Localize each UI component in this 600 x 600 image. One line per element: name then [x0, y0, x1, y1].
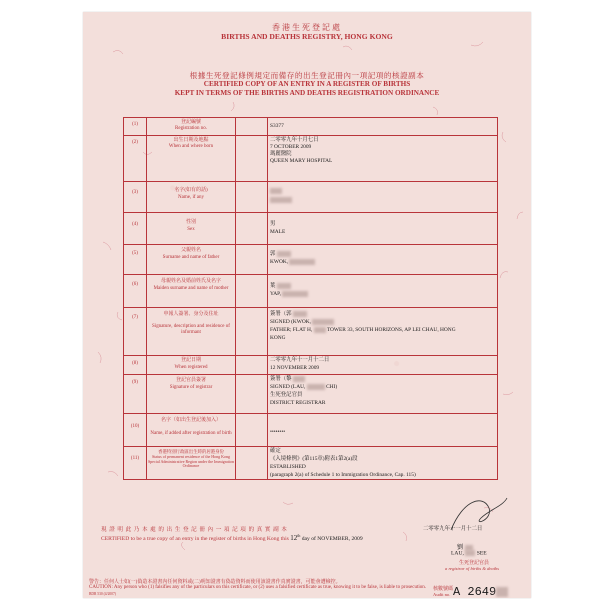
residence-status-zh: 確定 — [270, 448, 281, 454]
row-label-en: Signature, description and residence of informant — [152, 324, 230, 335]
row-label-en: Sex — [187, 227, 195, 232]
informant-signature-zh: 簽署（郭 — [270, 311, 307, 318]
registry-title-en: BIRTHS AND DEATHS REGISTRY, HONG KONG — [221, 32, 393, 41]
row-label-en: Maiden surname and name of mother — [153, 286, 229, 291]
row-divider — [124, 244, 497, 245]
row-label-en: Signature of registrar — [169, 385, 213, 390]
mother-name-zh: 葉 — [270, 283, 291, 290]
row-divider — [124, 181, 497, 182]
warning-zh: 警告：任何人士如(一)偽造本證書內任何資料或(二)明知證書有偽造資料而使用該證書作真實證書，可能會遭檢控。 — [89, 580, 341, 585]
row-number: (5) — [132, 251, 138, 256]
entry-table — [123, 117, 498, 480]
certificate-title-en-2: KEPT IN TERMS OF THE BIRTHS AND DEATHS REGISTRATION ORDINANCE — [174, 89, 440, 97]
redacted-name — [270, 188, 282, 195]
registration-date-zh: 二零零九年十一月十二日 — [270, 357, 330, 363]
row-label-zh: 申報人簽署、身分及住址 — [163, 312, 219, 317]
birth-place-zh: 瑪麗醫院 — [270, 151, 292, 157]
row-number: (1) — [132, 122, 138, 127]
audit-label-en: Audit no. — [433, 592, 451, 597]
row-label-zh: 出生日期及地點 — [173, 138, 209, 143]
registrar-office-zh: 生死登記官員 — [270, 392, 303, 398]
signer-name-zh: 劉 — [457, 542, 473, 551]
column-divider — [146, 118, 147, 479]
column-divider — [235, 118, 236, 479]
row-label-en: Surname and name of father — [162, 255, 220, 260]
row-label-zh: 登記編號 — [180, 120, 201, 125]
ordinance-ref-en: (paragraph 2(a) of Schedule 1 to Immigration Ordinance, Cap. 115) — [270, 472, 416, 478]
row-label-zh: 父親姓名 — [180, 248, 201, 253]
signer-name-en: LAU, SEE — [451, 550, 487, 557]
registrar-office-en: DISTRICT REGISTRAR — [270, 400, 326, 406]
added-name: •••••••• — [270, 429, 286, 435]
row-number: (6) — [132, 282, 138, 287]
row-number: (10) — [130, 424, 140, 429]
row-label-zh: 香港特別行政區出生時的居港身份 — [158, 449, 224, 454]
row-divider — [124, 307, 497, 308]
registrar-signature-en: SIGNED (LAU, CHI) — [270, 384, 338, 391]
residence-status-en: ESTABLISHED — [270, 464, 306, 470]
row-label-en: When and where born — [168, 144, 214, 149]
sex-en: MALE — [270, 229, 286, 235]
certificate-title-en-1: CERTIFIED COPY OF AN ENTRY IN A REGISTER OF BIRTHS — [203, 80, 411, 88]
redacted-name — [270, 197, 292, 204]
row-divider — [124, 212, 497, 213]
row-divider — [124, 355, 497, 356]
row-divider — [124, 135, 497, 136]
office-zh: 生死登記官員 — [459, 561, 490, 566]
column-divider — [267, 118, 268, 479]
row-number: (7) — [132, 315, 138, 320]
row-divider — [124, 446, 497, 447]
signature-mark — [443, 490, 513, 540]
row-number: (11) — [130, 456, 140, 461]
mother-name-en: YAP, — [270, 291, 308, 298]
audit-label-zh: 核數號碼 — [433, 587, 454, 592]
row-label-zh: 名字（如出生登記後加入） — [160, 418, 221, 423]
certificate-title-zh: 根據生死登記條例規定而備存的出生登記冊內一項記項的核證副本 — [189, 71, 425, 80]
birth-date-en: 7 OCTOBER 2009 — [270, 144, 312, 150]
row-number: (8) — [132, 361, 138, 366]
row-label-zh: 登記官員簽署 — [175, 378, 206, 383]
sex-zh: 男 — [270, 221, 276, 227]
row-number: (2) — [132, 140, 138, 145]
row-number: (3) — [132, 190, 138, 195]
informant-signature-en: SIGNED (KWOK, — [270, 319, 334, 326]
row-label-en: When registered — [174, 365, 208, 370]
registration-date-en: 12 NOVEMBER 2009 — [270, 365, 320, 371]
row-label-zh: 登記日期 — [180, 358, 201, 363]
row-label-zh: 性別 — [185, 220, 196, 225]
row-number: (4) — [132, 222, 138, 227]
certification-en: CERTIFIED to be a true copy of an entry in the register of births in Hong Kong this 12th day of NOVEMBER, 2009 — [101, 533, 363, 542]
informant-residence: FATHER; FLAT H, TOWER 33, SOUTH HORIZONS, AP LEI CHAU, HONG — [270, 327, 456, 334]
informant-residence-cont: KONG — [270, 335, 286, 341]
row-number: (9) — [132, 380, 138, 385]
birth-date-zh: 二零零九年十月七日 — [270, 137, 319, 143]
father-name-en: KWOK, — [270, 259, 315, 266]
row-label-zh: 名字(如有的話) — [174, 188, 208, 193]
birth-certificate-document — [83, 12, 531, 598]
row-label-en: Name, if added after registration of birth — [150, 431, 232, 436]
row-label-zh: 母親姓名及婚前姓氏及名字 — [160, 279, 221, 284]
form-number: BDR 530 (4/2007) — [89, 592, 116, 596]
certification-zh: 現證明此乃本處的出生登記冊內一項記項的真實副本 — [101, 527, 290, 533]
father-name-zh: 郭 — [270, 251, 291, 258]
audit-number: A 2649 — [453, 585, 508, 598]
registry-title-zh: 香港生死登記處 — [272, 23, 342, 32]
row-label-en: Name, if any — [178, 195, 204, 200]
certification-date-zh: 二零零九年十一月十二日 — [423, 526, 483, 532]
office-en: a registrar of births & deaths — [445, 566, 500, 571]
ordinance-ref-zh: 《入境條例》(第115章)附表1第2(a)段 — [270, 456, 358, 462]
registration-number: S3377 — [270, 123, 284, 129]
row-label-en: Status of permanent residence of the Hong Kong Special Administrative Region under the Immigration Ordinance — [147, 454, 235, 469]
birth-place-en: QUEEN MARY HOSPITAL — [270, 158, 333, 164]
row-divider — [124, 274, 497, 275]
registrar-signature-zh: 簽署（黎 — [270, 376, 305, 383]
row-divider — [124, 374, 497, 375]
warning-en: CAUTION: Any person who (1) falsifies any of the particulars on this certificate, or (2) uses a falsified certificate as true, knowing it to be false, is liable to prosecution. — [89, 585, 426, 590]
row-divider — [124, 413, 497, 414]
row-label-en: Registration no. — [175, 126, 207, 131]
